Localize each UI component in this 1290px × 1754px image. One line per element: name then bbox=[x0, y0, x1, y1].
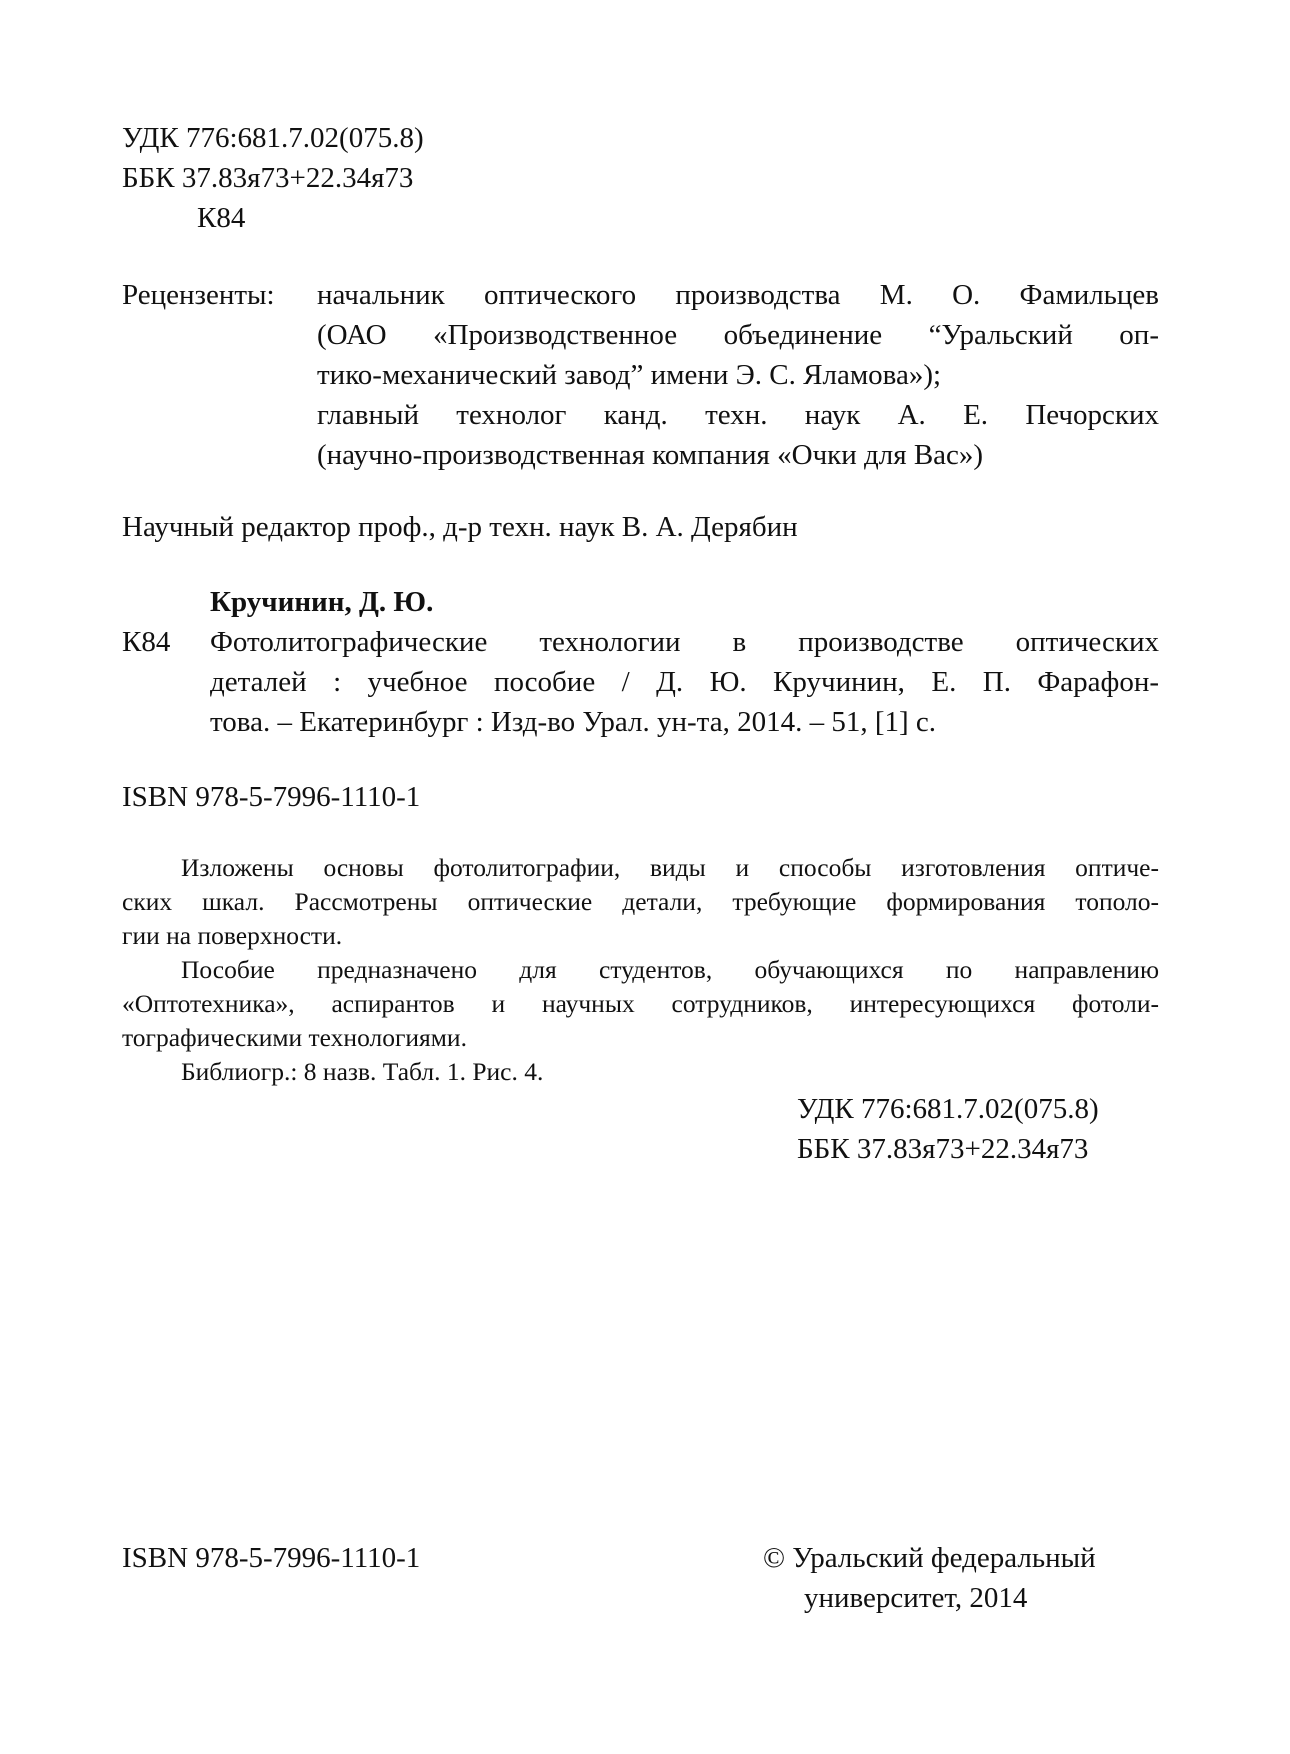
annotation-bbk: ББК 37.83я73+22.34я73 bbox=[797, 1133, 1089, 1165]
isbn: ISBN 978-5-7996-1110-1 bbox=[122, 781, 421, 813]
bibliographic-line: деталей : учебное пособие / Д. Ю. Кручинин, Е. П. Фарафон- bbox=[210, 666, 1159, 698]
annotation-line: Изложены основы фотолитографии, виды и способы изготовления оптиче- bbox=[181, 853, 1159, 882]
annotation-line: ских шкал. Рассмотрены оптические детали, требующие формирования тополо- bbox=[122, 887, 1159, 916]
bibliographic-line: това. – Екатеринбург : Изд-во Урал. ун-та, 2014. – 51, [1] с. bbox=[210, 706, 937, 738]
bibliographic-sign: К84 bbox=[122, 626, 171, 658]
reviewers-line: начальник оптического производства М. О. Фамильцев bbox=[317, 279, 1159, 311]
annotation-udk: УДК 776:681.7.02(075.8) bbox=[797, 1093, 1099, 1125]
copyright-line: © Уральский федеральный bbox=[763, 1542, 1096, 1574]
footer-isbn: ISBN 978-5-7996-1110-1 bbox=[122, 1542, 421, 1574]
annotation-line: «Оптотехника», аспирантов и научных сотрудников, интересующихся фотоли- bbox=[122, 989, 1159, 1018]
reviewers-line: тико-механический завод” имени Э. С. Яламова»); bbox=[317, 359, 942, 391]
copyright-line: университет, 2014 bbox=[804, 1582, 1028, 1614]
bibliographic-author: Кручинин, Д. Ю. bbox=[210, 586, 434, 618]
bibliographic-line: Фотолитографические технологии в производстве оптических bbox=[210, 626, 1159, 658]
annotation-line: гии на поверхности. bbox=[122, 921, 343, 950]
header-bbk: ББК 37.83я73+22.34я73 bbox=[122, 162, 414, 194]
annotation-line: Пособие предназначено для студентов, обучающихся по направлению bbox=[181, 955, 1159, 984]
reviewers-line: (ОАО «Производственное объединение “Уральский оп- bbox=[317, 319, 1159, 351]
header-udk: УДК 776:681.7.02(075.8) bbox=[122, 122, 424, 154]
annotation-line: тографическими технологиями. bbox=[122, 1023, 467, 1052]
annotation-line: Библиогр.: 8 назв. Табл. 1. Рис. 4. bbox=[181, 1057, 544, 1086]
reviewers-line: (научно-производственная компания «Очки для Вас») bbox=[317, 439, 984, 471]
reviewers-label: Рецензенты: bbox=[122, 279, 275, 311]
reviewers-line: главный технолог канд. техн. наук А. Е. Печорских bbox=[317, 399, 1159, 431]
header-author-sign: К84 bbox=[197, 202, 246, 234]
scientific-editor: Научный редактор проф., д-р техн. наук В. А. Дерябин bbox=[122, 511, 798, 543]
